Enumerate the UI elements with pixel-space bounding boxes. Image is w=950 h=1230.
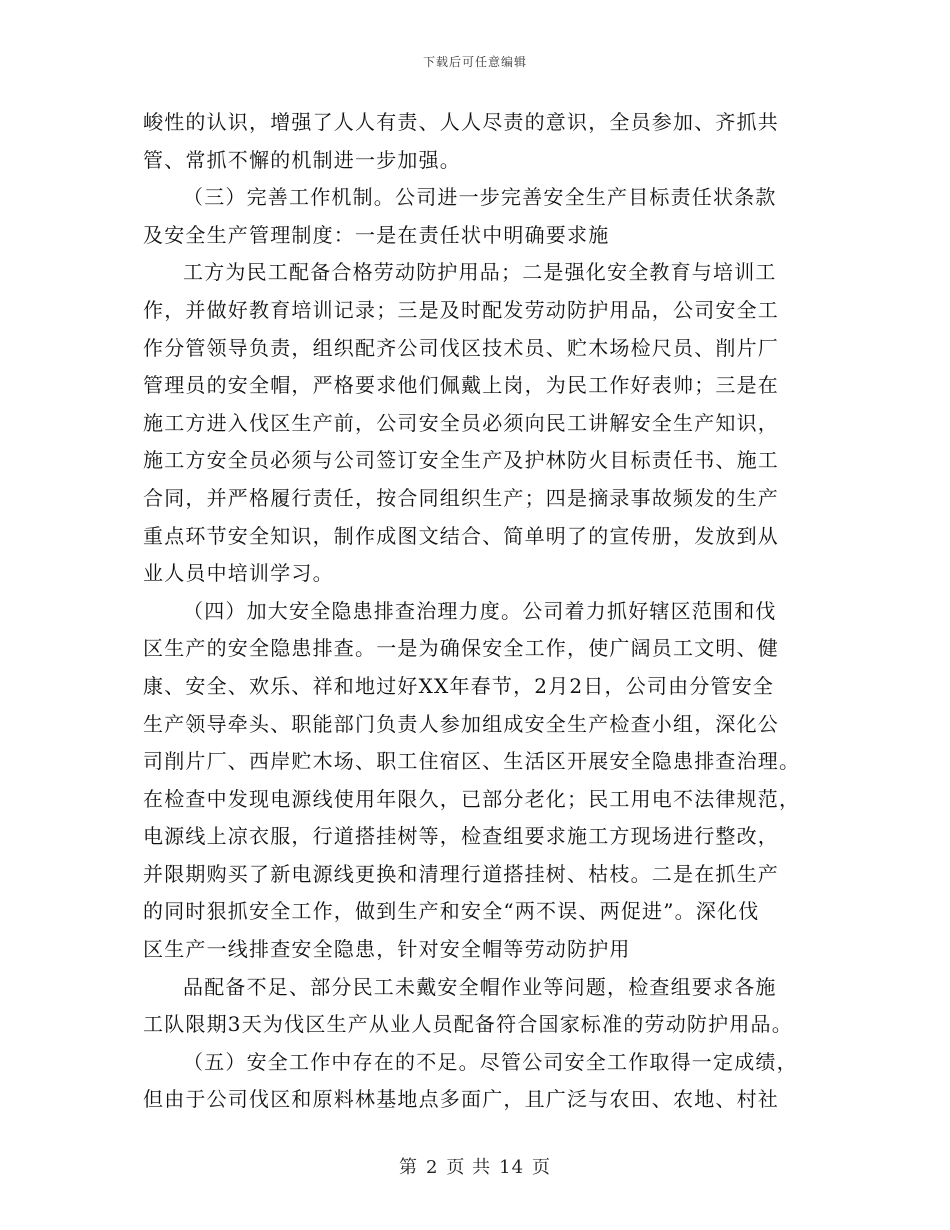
text-line: （三）完善工作机制。公司进一步完善安全生产目标责任状条款 [183, 185, 777, 210]
document-body [143, 104, 803, 1119]
text-line: （四）加大安全隐患排查治理力度。公司着力抓好辖区范围和伐 [183, 598, 777, 623]
text-line: 重点环节安全知识，制作成图文结合、简单明了的宣传册，发放到从 [143, 523, 779, 548]
page-number: 2 [425, 1157, 439, 1178]
text-line: 区生产一线排查安全隐患，针对安全帽等劳动防护用 [143, 937, 631, 962]
text-line: 电源线上凉衣服，行道搭挂树等，检查组要求施工方现场进行整改， [143, 824, 779, 849]
page-footer [0, 1153, 950, 1179]
text-line: 的同时狠抓安全工作，做到生产和安全“两不误、两促进”。深化伐 [143, 899, 760, 924]
text-line: 作，并做好教育培训记录；三是及时配发劳动防护用品，公司安全工 [143, 297, 779, 322]
text-line: 在检查中发现电源线使用年限久，已部分老化；民工用电不法律规范， [143, 786, 801, 811]
text-line: （五）安全工作中存在的不足。尽管公司安全工作取得一定成绩， [183, 1049, 798, 1074]
text-line: 峻性的认识，增强了人人有责、人人尽责的意识，全员参加、齐抓共 [143, 110, 779, 134]
text-line: 施工方安全员必须与公司签订安全生产及护林防火目标责任书、施工 [143, 448, 779, 473]
text-line: 管、常抓不懈的机制进一步加强。 [143, 147, 461, 172]
footer-middle: 页 共 [446, 1157, 492, 1178]
text-line: 并限期购买了新电源线更换和清理行道搭挂树、枯枝。二是在抓生产 [143, 861, 779, 886]
text-line: 但由于公司伐区和原料林基地点多面广，且广泛与农田、农地、村社 [143, 1087, 779, 1112]
total-pages: 14 [499, 1157, 525, 1178]
text-line: 作分管领导负责，组织配齐公司伐区技术员、贮木场检尺员、削片厂 [143, 335, 779, 360]
text-line: 合同，并严格履行责任，按合同组织生产；四是摘录事故频发的生产 [143, 485, 779, 510]
text-line: 工方为民工配备合格劳动防护用品；二是强化安全教育与培训工 [183, 260, 777, 285]
footer-prefix: 第 [398, 1157, 418, 1178]
text-line: 品配备不足、部分民工未戴安全帽作业等问题，检查组要求各施 [183, 974, 777, 999]
text-line: 管理员的安全帽，严格要求他们佩戴上岗，为民工作好表帅；三是在 [143, 373, 779, 398]
page-header: 下载后可任意编辑 [422, 55, 527, 69]
text-line: 业人员中培训学习。 [143, 561, 334, 586]
text-line: 区生产的安全隐患排查。一是为确保安全工作，使广阔员工文明、健 [143, 636, 779, 661]
text-line: 施工方进入伐区生产前，公司安全员必须向民工讲解安全生产知识， [143, 410, 779, 435]
text-line: 及安全生产管理制度：一是在责任状中明确要求施 [143, 222, 610, 247]
text-line: 工队限期3天为伐区生产从业人员配备符合国家标准的劳动防护用品。 [143, 1012, 793, 1037]
footer-suffix: 页 [532, 1157, 552, 1178]
text-line: 司削片厂、西岸贮木场、职工住宿区、生活区开展安全隐患排查治理。 [143, 749, 801, 774]
text-line: 康、安全、欢乐、祥和地过好XX年春节，2月2日，公司由分管安全 [143, 673, 775, 698]
text-line: 生产领导牵头、职能部门负责人参加组成安全生产检查小组，深化公 [143, 711, 779, 736]
